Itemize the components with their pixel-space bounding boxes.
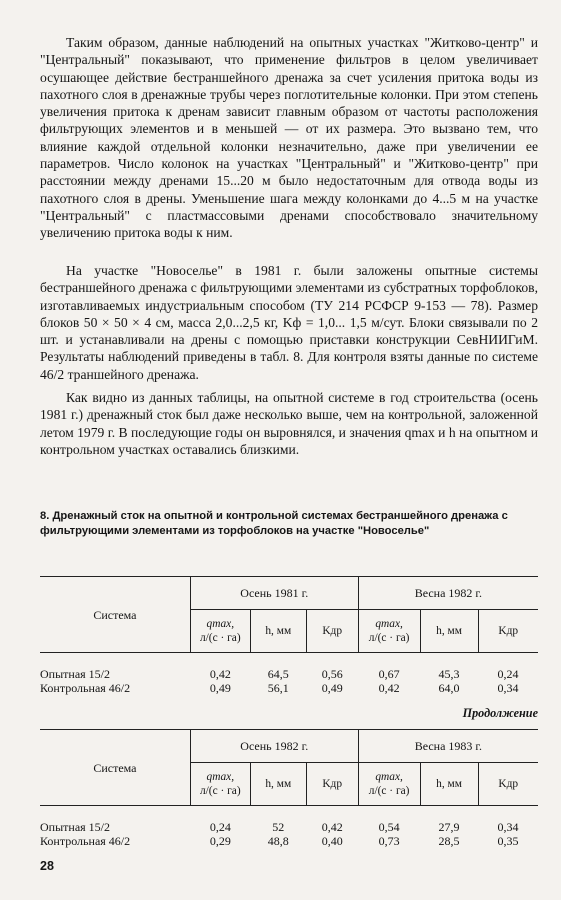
table-cell: 0,54 bbox=[378, 820, 400, 834]
column-header-kdr: Kдр bbox=[306, 610, 358, 653]
table-cell: 48,8 bbox=[267, 834, 289, 848]
table-cell: 0,29 bbox=[209, 834, 231, 848]
column-header-kdr: Kдр bbox=[478, 610, 538, 653]
table-row bbox=[40, 681, 538, 695]
table-cell: 0,56 bbox=[321, 667, 343, 681]
paragraph-1: Таким образом, данные наблюдений на опытных участках "Житково-центр" и "Центральный" показывают, что применение фильтров в целом увеличивает осушающее действие бестраншейного дренажа за счет усиления притока воды из пахотного слоя в дренажные трубы через поглотительные колонки. При этом степень увеличения притока к дренам зависит главным образом от частоты расположения фильтрующих элементов и в меньшей — от их размера. Это вызвано тем, что влияние каждой отдельной колонки незначительно, даже при увеличении ее параметров. Число колонок на участках "Центральный" и "Житково-центр" при расстоянии между дренами 15...20 м было недостаточным для отвода воды из пахотного слоя в дрены. Уменьшение шага между колонками до 4...5 м на участке "Центральный" с пластмассовыми дренами способствовало значительному увеличению притока воды к ним. bbox=[40, 35, 538, 241]
column-header-h: h, мм bbox=[420, 610, 478, 653]
table-caption: 8. Дренажный сток на опытной и контрольной системах бестраншейного дренажа с фильтрующими элементами из торфоблоков на участке "Новоселье" bbox=[40, 510, 508, 537]
column-header-qmax: qmax, л/(с · га) bbox=[358, 763, 420, 806]
table-cell: 0,42 bbox=[321, 820, 343, 834]
table-row bbox=[40, 834, 538, 848]
table-cell: 52 bbox=[272, 820, 285, 834]
table-cell: 64,0 bbox=[438, 681, 460, 695]
continuation-label: Продолжение bbox=[462, 706, 538, 720]
column-header-h: h, мм bbox=[250, 610, 306, 653]
column-header-qmax: qmax, л/(с · га) bbox=[190, 610, 250, 653]
table-cell: 0,67 bbox=[378, 667, 400, 681]
column-header-system: Система bbox=[40, 577, 190, 653]
row-label: Опытная 15/2 bbox=[40, 667, 110, 681]
period-header-spring-1983: Весна 1983 г. bbox=[358, 730, 538, 763]
table-cell: 0,49 bbox=[209, 681, 231, 695]
drainage-table-part-2 bbox=[40, 729, 538, 848]
table-cell: 0,40 bbox=[321, 834, 343, 848]
page-number: 28 bbox=[40, 859, 54, 873]
table-cell: 0,34 bbox=[497, 681, 519, 695]
table-cell: 27,9 bbox=[438, 820, 460, 834]
paragraph-3: Как видно из данных таблицы, на опытной системе в год строительства (осень 1981 г.) дренажный сток был даже несколько выше, чем на контрольной, заложенной летом 1979 г. В последующие годы он выровнялся, и значения qmax и h на опытном и контрольном участках оставались близкими. bbox=[40, 390, 538, 457]
column-header-qmax: qmax, л/(с · га) bbox=[190, 763, 250, 806]
period-header-autumn-1981: Осень 1981 г. bbox=[190, 577, 358, 610]
table-cell: 0,24 bbox=[209, 820, 231, 834]
row-label: Контрольная 46/2 bbox=[40, 834, 131, 848]
table-cell: 0,42 bbox=[378, 681, 400, 695]
table-cell: 0,35 bbox=[497, 834, 519, 848]
row-label: Опытная 15/2 bbox=[40, 820, 110, 834]
period-header-spring-1982: Весна 1982 г. bbox=[358, 577, 538, 610]
drainage-table-part-1 bbox=[40, 576, 538, 695]
column-header-kdr: Kдр bbox=[306, 763, 358, 806]
table-cell: 0,49 bbox=[321, 681, 343, 695]
table-cell: 56,1 bbox=[267, 681, 289, 695]
column-header-kdr: Kдр bbox=[478, 763, 538, 806]
table-cell: 0,73 bbox=[378, 834, 400, 848]
period-header-autumn-1982: Осень 1982 г. bbox=[190, 730, 358, 763]
table-cell: 64,5 bbox=[267, 667, 289, 681]
column-header-qmax: qmax, л/(с · га) bbox=[358, 610, 420, 653]
table-cell: 0,34 bbox=[497, 820, 519, 834]
table-row bbox=[40, 820, 538, 834]
column-header-system: Система bbox=[40, 730, 190, 806]
table-cell: 28,5 bbox=[438, 834, 460, 848]
table-row bbox=[40, 667, 538, 681]
row-label: Контрольная 46/2 bbox=[40, 681, 131, 695]
table-cell: 0,42 bbox=[209, 667, 231, 681]
paragraph-2: На участке "Новоселье" в 1981 г. были заложены опытные системы бестраншейного дренажа с фильтрующими элементами из субстратных торфоблоков, изготавливаемых индустриальным способом (ТУ 214 РСФСР 9-153 — 78). Размер блоков 50 × 50 × 4 см, масса 2,0...2,5 кг, Kф = 1,0... 1,5 м/сут. Блоки связывали по 2 шт. и устанавливали на дрены с помощью приставки конструкции СевНИИГиМ. Результаты наблюдений приведены в табл. 8. Для контроля взяты данные по системе 46/2 траншейного дренажа. bbox=[40, 263, 538, 382]
table-cell: 0,24 bbox=[497, 667, 519, 681]
column-header-h: h, мм bbox=[250, 763, 306, 806]
column-header-h: h, мм bbox=[420, 763, 478, 806]
table-cell: 45,3 bbox=[438, 667, 460, 681]
